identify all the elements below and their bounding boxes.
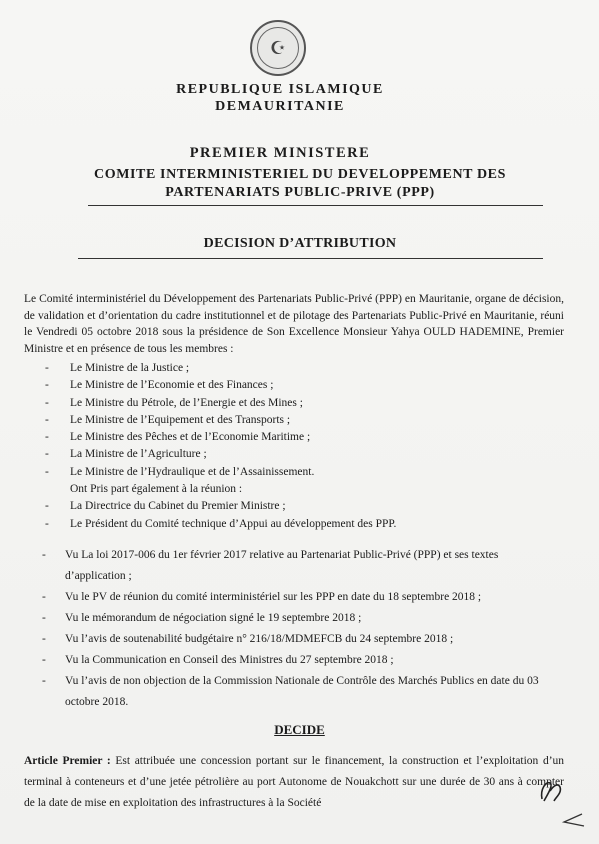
list-item: - Le Ministre de la Justice ;: [45, 362, 190, 374]
list-item: - Le Président du Comité technique d’Appui au développement des PPP.: [45, 517, 397, 530]
committee-title-line2: PARTENARIATS PUBLIC-PRIVE (PPP): [165, 185, 435, 200]
list-item: - Vu le PV de réunion du comité interministériel sur les PPP en date du 18 septembre 2018 ;: [42, 591, 482, 603]
header-divider: [88, 205, 543, 206]
list-item: - Le Ministre des Pêches et de l’Economie Maritime ;: [45, 431, 311, 444]
list-item: - Le Ministre du Pétrole, de l’Energie et des Mines ;: [45, 396, 303, 409]
list-item: Ont Pris part également à la réunion :: [70, 483, 243, 496]
list-item: - Vu le mémorandum de négociation signé le 19 septembre 2018 ;: [42, 612, 362, 624]
title-divider: [78, 258, 543, 259]
seal-star-icon: ☪: [257, 27, 299, 69]
list-item: - La Ministre de l’Agriculture ;: [45, 448, 207, 461]
list-item: - Vu l’avis de soutenabilité budgétaire n° 216/18/MDMEFCB du 24 septembre 2018 ;: [42, 633, 454, 645]
list-item: - Le Ministre de l’Economie et des Finances ;: [45, 379, 274, 392]
document-title: DECISION D’ATTRIBUTION: [203, 236, 397, 251]
article-text: Est attribuée une concession portant sur le financement, la construction et l’exploitation d’un terminal à conteneurs et d’une jetée pétrolière au port Autonome de Nouakchott sur une durée de 30 ans à compter de la date de mise en exploitation des infrastructures à la Société: [24, 755, 565, 809]
intro-paragraph: Le Comité interministériel du Développement des Partenariats Public-Privé (PPP) en Mauritanie, organe de décision, de validation et d’orientation du cadre institutionnel et de pilotage des Partenariats Public-Privé en Mauritanie, réuni le Vendredi 05 octobre 2018 sous la présidence de Son Excellence Monsieur Yahya OULD HADEMINE, Premier Ministre et en présence de tous les membres :: [24, 293, 564, 355]
article-label: Article Premier :: [24, 755, 111, 767]
decide-heading: DECIDE: [274, 722, 325, 737]
list-item: - Vu l’avis de non objection de la Commission Nationale de Contrôle des Marchés Publics en date du 03 octobre 2018.: [42, 675, 539, 708]
committee-title-line1: COMITE INTERMINISTERIEL DU DEVELOPPEMENT DES: [94, 167, 506, 182]
ministry-title: PREMIER MINISTERE: [189, 145, 371, 161]
list-item: - Vu la Communication en Conseil des Ministres du 27 septembre 2018 ;: [42, 654, 394, 666]
signature-initials-icon: [536, 775, 566, 805]
members-list: [40, 360, 560, 533]
country-name-line1: REPUBLIQUE ISLAMIQUE: [176, 82, 384, 97]
list-item: - La Directrice du Cabinet du Premier Ministre ;: [45, 500, 286, 513]
list-item: - Le Ministre de l’Hydraulique et de l’Assainissement.: [45, 465, 315, 478]
legal-references-list: [40, 545, 560, 713]
national-seal-icon: [250, 20, 306, 76]
article-premier: [24, 751, 564, 814]
country-name-line2: DEMAURITANIE: [215, 99, 345, 114]
handwritten-mark-icon: [560, 812, 586, 828]
list-item: - Le Ministre de l’Equipement et des Transports ;: [45, 413, 291, 426]
list-item: - Vu La loi 2017-006 du 1er février 2017 relative au Partenariat Public-Privé (PPP) et ses textes d’application ;: [42, 549, 499, 582]
